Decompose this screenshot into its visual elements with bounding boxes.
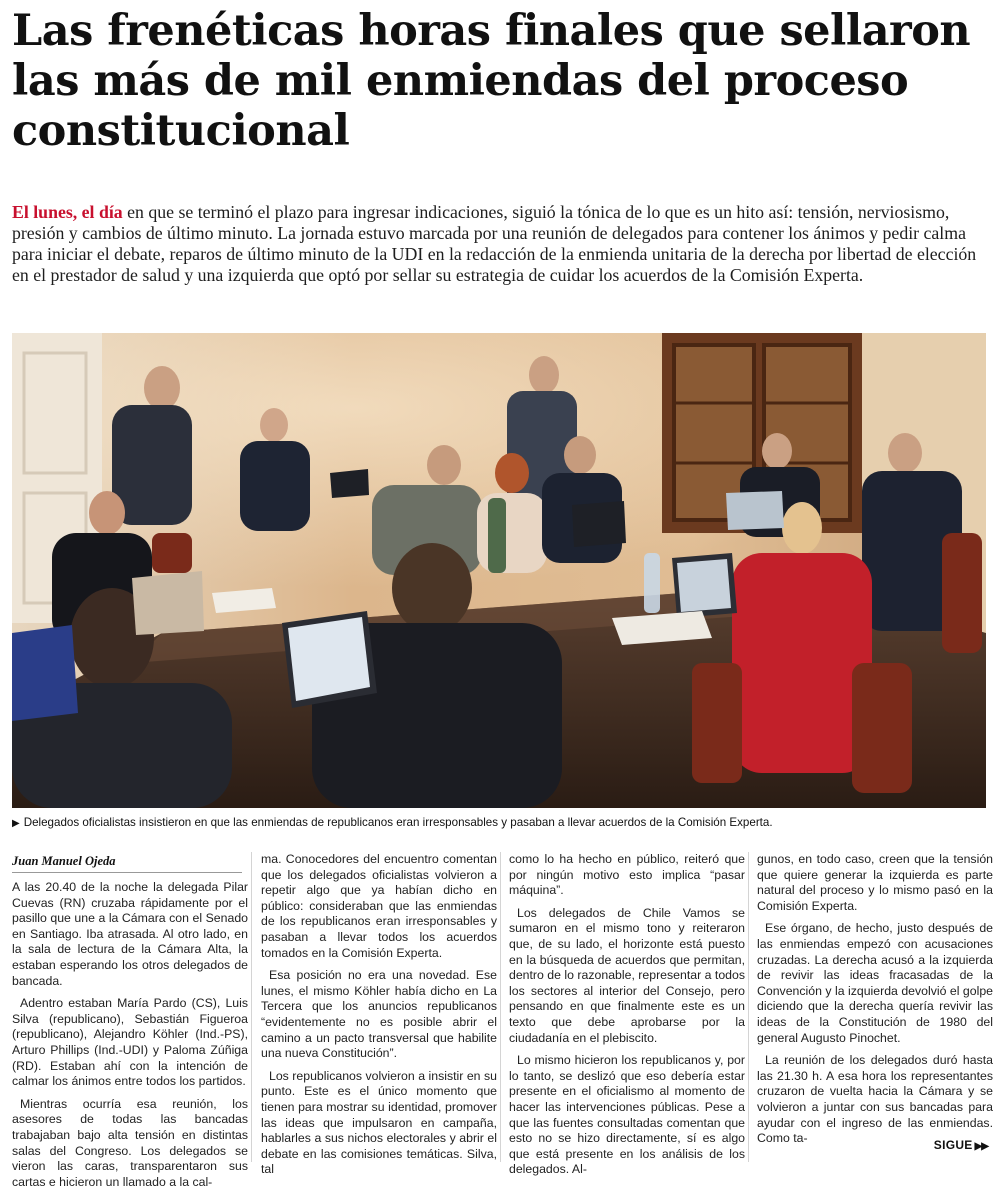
paragraph: Lo mismo hicieron los republicanos y, por lo tanto, se deslizó que eso debería estar presente en el oficialismo al momento de hacer las intervenciones públicas. Pese a que las fuentes consultadas comentan que esto no se hizo directamente, sí es algo que está presente en los análisis de los delegados. Al- [509, 1053, 745, 1177]
column-divider [251, 852, 252, 1162]
paragraph: Mientras ocurría esa reunión, los asesores de todas las bancadas trabajaban bajo alta tensión en distintas salas del Congreso. Los delegados se vieron las caras, transparentaron sus cartas e hicieron un llamado a la cal- [12, 1096, 248, 1189]
article-photo [12, 333, 986, 808]
caption-triangle-icon: ▶ [12, 818, 20, 829]
article-column-3 [509, 852, 745, 1185]
article-column-4 [757, 852, 993, 1154]
paragraph: ma. Conocedores del encuentro comentan que los delegados oficialistas volvieron a repetir algo que ya habían dicho en público: consideraban que las enmiendas de los republicanos eran irresponsables y pasaban a llevar todos los acuerdos tomados en la Comisión Experta. [261, 852, 497, 960]
paragraph: Ese órgano, de hecho, justo después de las enmiendas empezó con acusaciones cruzadas. La derecha acusó a la izquierda de revivir las ideas fracasadas de la Convención y la izquierda devolvió el golpe diciendo que la derecha quería revivir las ideas de la Constitución de 1980 del general Augusto Pinochet. [757, 921, 993, 1045]
paragraph: Adentro estaban María Pardo (CS), Luis Silva (republicano), Sebastián Figueroa (republicano), Alejandro Köhler (Ind.-PS), Arturo Phillips (Ind.-UDI) y Paloma Zúñiga (RD). Estaban ahí con la intención de calmar los ánimos entre todos los partidos. [12, 996, 248, 1089]
paragraph: A las 20.40 de la noche la delegada Pilar Cuevas (RN) cruzaba rápidamente por el pasillo que une a la Cámara con el Senado en Santiago. Iba atrasada. Al otro lado, en la sala de lectura de la Cámara Alta, la estaban esperando los otros delegados de bancada. [12, 880, 248, 988]
byline-divider [12, 872, 242, 873]
photo-meeting-room [12, 333, 986, 808]
headline: Las frenéticas horas finales que sellaron las más de mil enmiendas del proceso constitucional [12, 6, 971, 156]
byline: Juan Manuel Ojeda [12, 854, 116, 868]
article-column-2 [261, 852, 497, 1185]
paragraph: Los republicanos volvieron a insistir en su punto. Este es el único momento que tienen para mostrar su identidad, promover las ideas que impulsaron en campaña, hablarles a sus nichos electorales y abrir el debate en las comisiones temáticas. Silva, tal [261, 1068, 497, 1177]
column-divider [748, 852, 749, 1162]
paragraph: Esa posición no era una novedad. Ese lunes, el mismo Köhler había dicho en La Tercera que los anuncios republicanos “evidentemente no es posible abrir el camino a un pacto transversal que habilite una nueva Constitución”. [261, 968, 497, 1061]
caption-text: Delegados oficialistas insistieron en que las enmiendas de republicanos eran irresponsables y pasaban a llevar acuerdos de la Comisión Experta. [23, 816, 773, 829]
lead-paragraph [12, 202, 987, 286]
photo-caption [12, 815, 987, 831]
continue-label [934, 1138, 988, 1152]
continue-text: SIGUE [933, 1138, 973, 1152]
double-arrow-icon: ▶▶ [974, 1141, 988, 1152]
paragraph: gunos, en todo caso, creen que la tensión que quiere generar la izquierda es parte natural del proceso y lo mismo pasó en la Comisión Experta. [757, 852, 993, 913]
lead-kicker: El lunes, el día [12, 202, 123, 222]
paragraph: La reunión de los delegados duró hasta las 21.30 h. A esa hora los representantes cruzaron de vuelta hacia la Cámara y se volvieron a juntar con sus bancadas para ayudar con el ingreso de las enmiendas. Como ta- [757, 1053, 993, 1146]
paragraph: Los delegados de Chile Vamos se sumaron en el mismo tono y reiteraron que, de su lado, el horizonte está puesto en la búsqueda de acuerdos que permitan, dentro de lo razonable, representar a todos los sectores al interior del Consejo, pero pensando en que finalmente este es un texto que debe aprobarse por la ciudadanía en el plebiscito. [509, 905, 745, 1045]
article-column-1 [12, 880, 248, 1197]
column-divider [500, 852, 501, 1162]
paragraph: como lo ha hecho en público, reiteró que por ningún motivo esto implica “pasar máquina”. [509, 852, 745, 898]
lead-text: en que se terminó el plazo para ingresar indicaciones, siguió la tónica de lo que es un hito así: tensión, nerviosismo, presión y cambios de último minuto. La jornada estuvo marcada por una reunión de delegados para contener los ánimos y pedir calma para iniciar el debate, reparos de último minuto de la UDI en la redacción de la enmienda unitaria de la derecha por libertad de elección en el prestador de salud y una izquierda que optó por sellar su estrategia de cuidar los acuerdos de la Comisión Experta. [12, 202, 977, 285]
